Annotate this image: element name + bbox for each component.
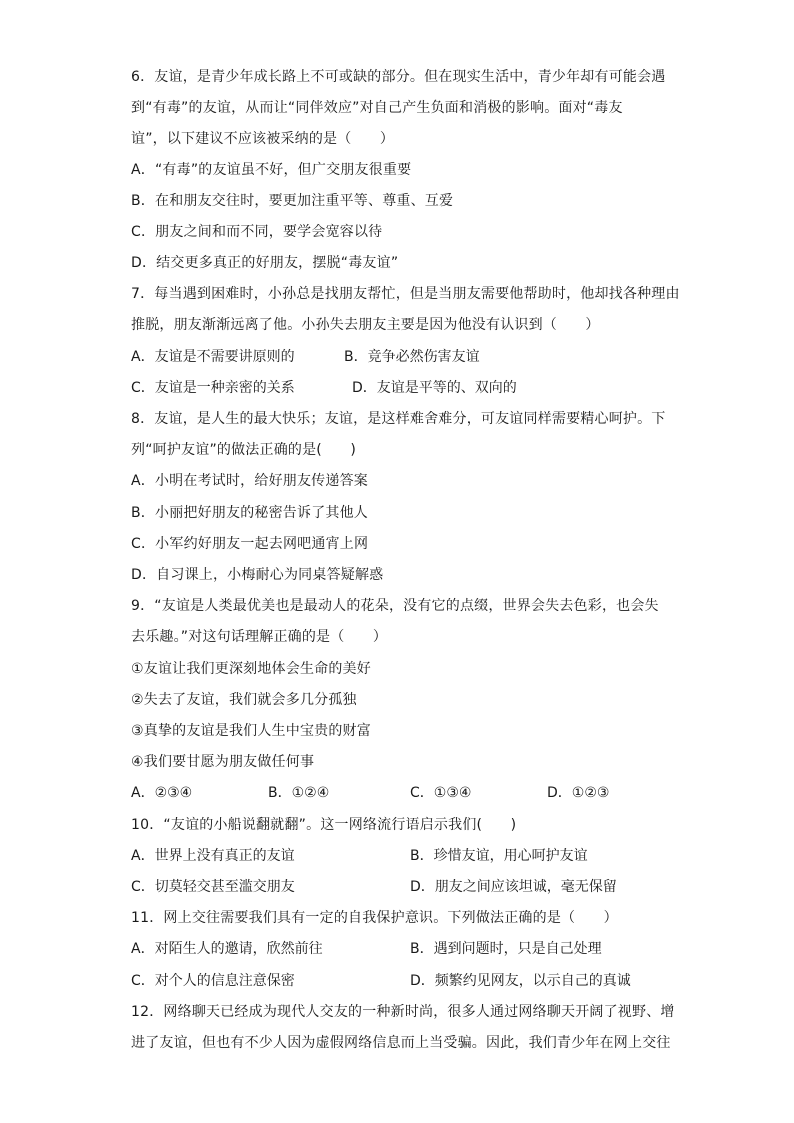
q9-option-d: D．①②③	[547, 785, 610, 801]
q7-option-b: B．竞争必然伤害友谊	[344, 349, 480, 365]
q12-stem-line1: 12．网络聊天已经成为现代人交友的一种新时尚，很多人通过网络聊天开阔了视野、增	[131, 1004, 675, 1020]
q9-statement-1: ①友谊让我们更深刻地体会生命的美好	[131, 661, 371, 677]
q6-option-a: A．“有毒”的友谊虽不好，但广交朋友很重要	[131, 162, 412, 178]
q11-stem-line1: 11．网上交往需要我们具有一定的自我保护意识。下列做法正确的是（ ）	[131, 910, 618, 926]
q11-option-b: B．遇到问题时，只是自己处理	[410, 941, 602, 957]
q6-option-b: B．在和朋友交往时，要更加注重平等、尊重、互爱	[131, 193, 454, 209]
q6-option-d: D．结交更多真正的好朋友，摆脱“毒友谊”	[131, 255, 399, 271]
q9-statement-3: ③真挚的友谊是我们人生中宝贵的财富	[131, 723, 371, 739]
q12-stem-line2: 进了友谊，但也有不少人因为虚假网络信息而上当受骗。因此，我们青少年在网上交往	[131, 1035, 671, 1051]
q9-statement-4: ④我们要甘愿为朋友做任何事	[131, 754, 315, 770]
q9-statement-2: ②失去了友谊，我们就会多几分孤独	[131, 692, 357, 708]
q7-stem-line1: 7．每当遇到困难时，小孙总是找朋友帮忙，但是当朋友需要他帮助时，他却找各种理由	[131, 286, 680, 302]
q10-option-d: D．朋友之间应该坦诚，毫无保留	[410, 879, 617, 895]
q6-option-c: C．朋友之间和而不同，要学会宽容以待	[131, 224, 383, 240]
q9-option-b: B．①②④	[268, 785, 330, 801]
q7-stem-line2: 推脱，朋友渐渐远离了他。小孙失去朋友主要是因为他没有认识到（ ）	[131, 317, 600, 333]
q8-option-b: B．小丽把好朋友的秘密告诉了其他人	[131, 505, 369, 521]
q11-option-d: D．频繁约见网友，以示自己的真诚	[410, 973, 631, 989]
q10-option-c: C．切莫轻交甚至滥交朋友	[131, 879, 295, 895]
q8-stem-line2: 列“呵护友谊”的做法正确的是( )	[131, 442, 357, 458]
q9-option-a: A．②③④	[131, 785, 193, 801]
q8-option-c: C．小军约好朋友一起去网吧通宵上网	[131, 536, 369, 552]
q6-stem-line3: 谊”，以下建议不应该被采纳的是（ ）	[131, 131, 395, 147]
q6-stem-line2: 到“有毒”的友谊，从而让“同伴效应”对自己产生负面和消极的影响。面对“毒友	[131, 100, 623, 116]
q11-option-a: A．对陌生人的邀请，欣然前往	[131, 941, 323, 957]
q6-stem-line1: 6．友谊，是青少年成长路上不可或缺的部分。但在现实生活中，青少年却有可能会遇	[131, 69, 666, 85]
q8-option-a: A．小明在考试时，给好朋友传递答案	[131, 473, 368, 489]
q8-option-d: D．自习课上，小梅耐心为同桌答疑解惑	[131, 567, 384, 583]
q7-option-c: C．友谊是一种亲密的关系	[131, 380, 295, 396]
q9-stem-line1: 9．“友谊是人类最优美也是最动人的花朵，没有它的点缀，世界会失去色彩，也会失	[131, 598, 659, 614]
q9-option-c: C．①③④	[410, 785, 472, 801]
q11-option-c: C．对个人的信息注意保密	[131, 973, 295, 989]
q10-stem-line1: 10．“友谊的小船说翻就翻”。这一网络流行语启示我们( )	[131, 817, 517, 833]
q10-option-a: A．世界上没有真正的友谊	[131, 848, 295, 864]
q7-option-d: D．友谊是平等的、双向的	[352, 380, 517, 396]
q7-option-a: A．友谊是不需要讲原则的	[131, 349, 295, 365]
q8-stem-line1: 8．友谊，是人生的最大快乐；友谊，是这样难舍难分，可友谊同样需要精心呵护。下	[131, 411, 666, 427]
q9-stem-line2: 去乐趣。”对这句话理解正确的是（ ）	[131, 629, 388, 645]
q10-option-b: B．珍惜友谊，用心呵护友谊	[410, 848, 588, 864]
